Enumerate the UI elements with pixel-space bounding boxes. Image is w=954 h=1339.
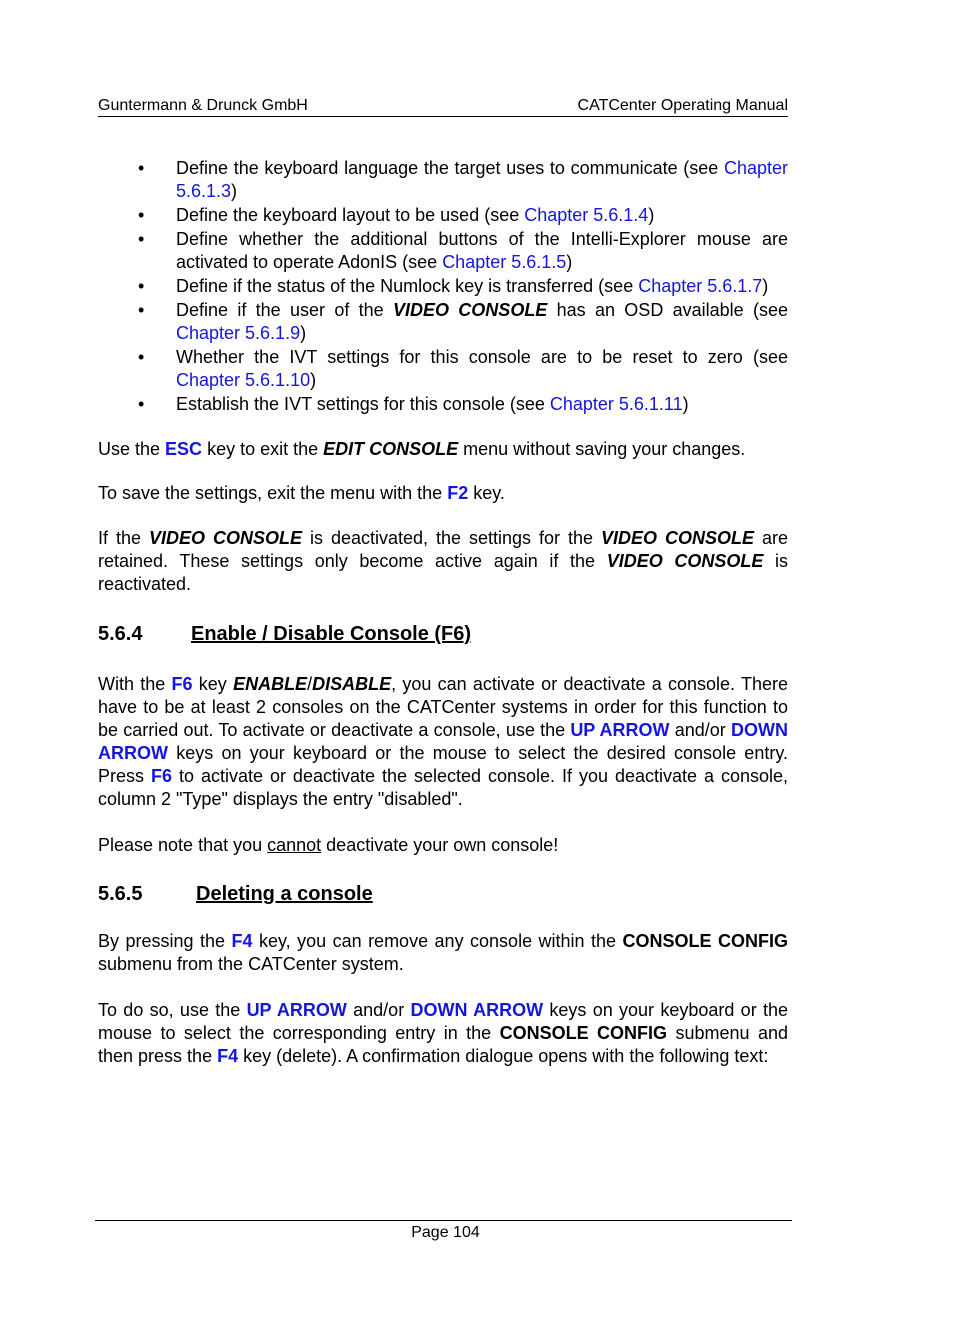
bullet-icon: • (138, 229, 145, 249)
list-item: • Define if the user of the VIDEO CONSOLE has an OSD available (see Chapter 5.6.1.9) (138, 300, 789, 343)
chapter-link[interactable]: Chapter 5.6.1.9 (176, 323, 301, 343)
header-manual-title: CATCenter Operating Manual (577, 97, 788, 114)
list-item: • Establish the IVT settings for this console (see Chapter 5.6.1.11) (138, 394, 689, 414)
paragraph-f2: To save the settings, exit the menu with the F2 key. (98, 483, 505, 503)
chapter-link[interactable]: Chapter 5.6.1.11 (549, 394, 683, 414)
list-item: • Define whether the additional buttons of the Intelli-Explorer mouse are activated to operate AdonIS (see Chapter 5.6.1.5) (138, 229, 788, 272)
paragraph-f6: With the F6 key ENABLE/DISABLE, you can activate or deactivate a console. There have to be at least 2 consoles on the CATCenter systems in order for this function to be carried out. To activate or deactivate a console, use the UP ARROW and/or DOWN ARROW keys on your keyboard or the mouse to select the desired console entry. Press F6 to activate or deactivate the selected console. If you deactivate a console, column 2 "Type" displays the entry "disabled". (98, 674, 788, 809)
bullet-icon: • (138, 205, 145, 225)
chapter-link[interactable]: Chapter 5.6.1.4 (524, 205, 649, 225)
section-heading-enable-disable: 5.6.4 Enable / Disable Console (F6) (98, 623, 472, 645)
chapter-link[interactable]: Chapter 5.6.1.3 (176, 158, 788, 201)
bullet-icon: • (138, 394, 145, 414)
chapter-link[interactable]: Chapter 5.6.1.7 (638, 276, 763, 296)
paragraph-esc: Use the ESC key to exit the EDIT CONSOLE menu without saving your changes. (98, 439, 746, 459)
header-company: Guntermann & Drunck GmbH (98, 97, 308, 114)
page-header (98, 97, 788, 117)
paragraph-video-console: If the VIDEO CONSOLE is deactivated, the settings for the VIDEO CONSOLE are retained. These settings only become active again if the VIDEO CONSOLE is reactivated. (98, 528, 789, 594)
list-item: • Define the keyboard language the target uses to communicate (see Chapter 5.6.1.3) (138, 158, 788, 201)
bullet-icon: • (138, 300, 145, 320)
bullet-list (98, 157, 788, 416)
paragraph-note: Please note that you cannot deactivate your own console! (98, 835, 559, 855)
list-item: • Whether the IVT settings for this console are to be reset to zero (see Chapter 5.6.1.10) (138, 347, 788, 390)
paragraph-f4: By pressing the F4 key, you can remove any console within the CONSOLE CONFIG submenu from the CATCenter system. (98, 931, 788, 974)
list-item: • Define if the status of the Numlock key is transferred (see Chapter 5.6.1.7) (138, 276, 769, 296)
chapter-link[interactable]: Chapter 5.6.1.5 (442, 252, 567, 272)
list-item: • Define the keyboard layout to be used (see Chapter 5.6.1.4) (138, 205, 655, 225)
section-heading-deleting: 5.6.5 Deleting a console (98, 883, 373, 905)
chapter-link[interactable]: Chapter 5.6.1.10 (176, 370, 311, 390)
bullet-icon: • (138, 276, 145, 296)
paragraph-delete-procedure: To do so, use the UP ARROW and/or DOWN ARROW keys on your keyboard or the mouse to select the corresponding entry in the CONSOLE CONFIG submenu and then press the F4 key (delete). A confirmation dialogue opens with the following text: (98, 1000, 789, 1066)
footer-divider (95, 1220, 792, 1221)
bullet-icon: • (138, 158, 145, 178)
page-number: Page 104 (411, 1224, 480, 1241)
bullet-icon: • (138, 347, 145, 367)
page-body (98, 157, 788, 1068)
